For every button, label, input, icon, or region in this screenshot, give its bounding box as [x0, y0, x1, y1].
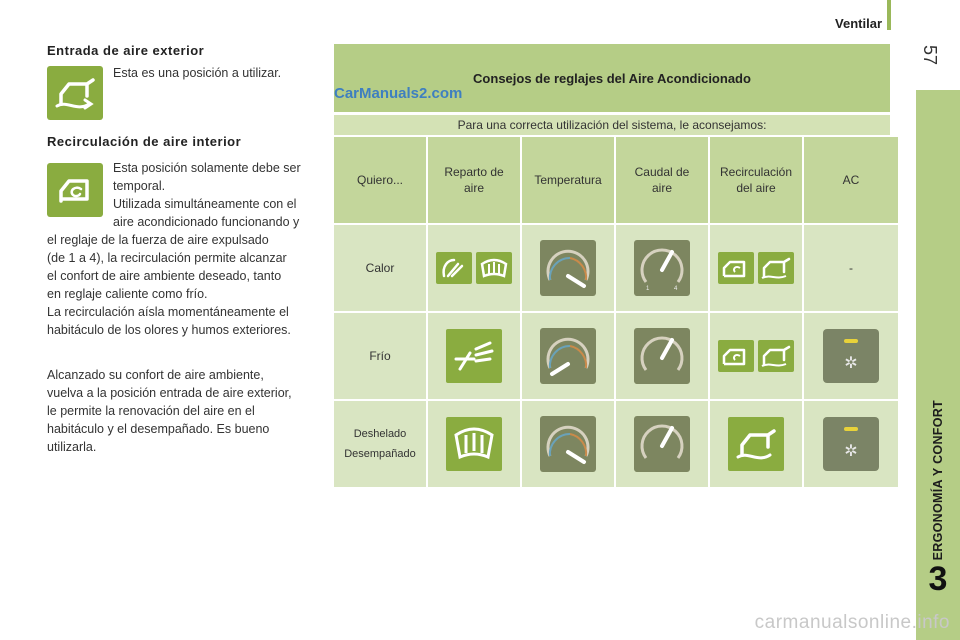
recirculation-p2-line3: el reglaje de la fuerza de aire expulsado [47, 233, 269, 247]
outside-air-heading: Entrada de aire exterior [47, 43, 205, 58]
chapter-title: ERGONOMÍA Y CONFORT [931, 399, 945, 560]
svg-text:4: 4 [674, 286, 678, 292]
header-recirculacion [710, 137, 802, 223]
recirculation-p2-line6: en reglaje caliente como frío. [47, 287, 208, 301]
row-frio-ac [804, 313, 898, 399]
row-deshelado-reparto [428, 401, 520, 487]
recirculation-p4-line5: utilizarla. [47, 440, 97, 454]
chapter-title-container [916, 90, 960, 560]
snowflake-icon: ✲ [844, 355, 858, 372]
outside-air-icon [47, 66, 103, 120]
outside-air-small-icon [758, 252, 794, 284]
row-calor-label: Calor [334, 225, 426, 311]
ac-indicator-led [844, 427, 858, 431]
section-header: Ventilar [835, 16, 882, 31]
defrost-windshield-icon [476, 252, 512, 284]
row-frio-reparto [428, 313, 520, 399]
row-frio-recirculacion [710, 313, 802, 399]
row-calor-ac: - [804, 225, 898, 311]
row-deshelado-ac [804, 401, 898, 487]
recirculation-p2-line2: aire acondicionado funcionando y [113, 215, 300, 229]
header-ac: AC [804, 137, 898, 223]
ac-settings-table [334, 44, 890, 487]
recirculation-p4-line2: vuelva a la posición entrada de aire exterior, [47, 386, 292, 400]
recirculation-heading: Recirculación de aire interior [47, 134, 242, 149]
temperature-dial-icon [540, 240, 596, 296]
row-frio-label: Frío [334, 313, 426, 399]
fan-speed-dial-icon [634, 328, 690, 384]
recirculation-p2-line1: Utilizada simultáneamente con el [113, 197, 297, 211]
row-frio-temperatura [522, 313, 614, 399]
outside-air-small-icon [758, 340, 794, 372]
fan-speed-dial-icon [634, 240, 690, 296]
row-calor-reparto [428, 225, 520, 311]
watermark-carmanuals2: CarManuals2.com [334, 85, 463, 102]
row-calor-temperatura [522, 225, 614, 311]
row-deshelado-label-line2: Desempañado [344, 448, 416, 460]
table-subtitle: Para una correcta utilización del sistema, le aconsejamos: [334, 115, 890, 135]
header-temperatura: Temperatura [522, 137, 614, 223]
outside-air-text: Esta es una posición a utilizar. [113, 66, 282, 80]
recirculation-p1-line2: temporal. [113, 179, 166, 193]
recirculation-p4-line1: Alcanzado su confort de aire ambiente, [47, 368, 264, 382]
header-caudal [616, 137, 708, 223]
snowflake-icon: ✲ [844, 443, 858, 460]
recirculation-small-icon [718, 252, 754, 284]
row-frio-caudal [616, 313, 708, 399]
face-vents-icon [446, 329, 502, 383]
temperature-dial-cold-icon [540, 328, 596, 384]
ac-indicator-led [844, 339, 858, 343]
recirculation-p3-line1: La recirculación aísla momentáneamente el [47, 305, 289, 319]
recirculation-small-icon [718, 340, 754, 372]
row-deshelado-caudal [616, 401, 708, 487]
row-calor-recirculacion [710, 225, 802, 311]
table-grid [334, 137, 890, 487]
windshield-feet-icon [436, 252, 472, 284]
page-number: 57 [920, 44, 940, 66]
recirculation-p3-line2: habitáculo de los olores y humos exteriores. [47, 323, 291, 337]
header-accent-bar [887, 0, 891, 30]
header-recirculacion-line2: del aire [736, 181, 776, 195]
recirculation-p2-line5: el confort de aire ambiente deseado, tanto [47, 269, 282, 283]
header-caudal-line2: aire [651, 181, 672, 195]
header-caudal-line1: Caudal de [634, 165, 690, 179]
svg-text:1: 1 [646, 286, 650, 292]
ac-button-icon [823, 417, 879, 471]
row-calor-caudal [616, 225, 708, 311]
fan-speed-dial-icon [634, 416, 690, 472]
chapter-number: 3 [928, 560, 948, 598]
defrost-windshield-icon [446, 417, 502, 471]
recirculation-p1-line1: Esta posición solamente debe ser [113, 161, 301, 175]
header-reparto-line2: aire [463, 181, 484, 195]
header-reparto-line1: Reparto de [444, 165, 504, 179]
row-deshelado-label [334, 401, 426, 487]
header-recirculacion-line1: Recirculación [719, 165, 793, 179]
row-deshelado-temperatura [522, 401, 614, 487]
recirculation-p4-line3: le permite la renovación del aire en el [47, 404, 255, 418]
watermark-carmanualsonline: carmanualsonline.info [754, 612, 950, 633]
header-quiero: Quiero... [334, 137, 426, 223]
table-title: Consejos de reglajes del Aire Acondicionado [334, 44, 890, 112]
header-reparto [428, 137, 520, 223]
recirculation-p4-line4: habitáculo y el desempañado. Es bueno [47, 422, 270, 436]
recirculation-icon [47, 163, 103, 217]
outside-air-icon [728, 417, 784, 471]
row-deshelado-recirculacion [710, 401, 802, 487]
ac-button-icon [823, 329, 879, 383]
row-deshelado-label-line1: Deshelado [353, 428, 407, 440]
temperature-dial-hot-icon [540, 416, 596, 472]
recirculation-p2-line4: (de 1 a 4), la recirculación permite alcanzar [47, 251, 287, 265]
